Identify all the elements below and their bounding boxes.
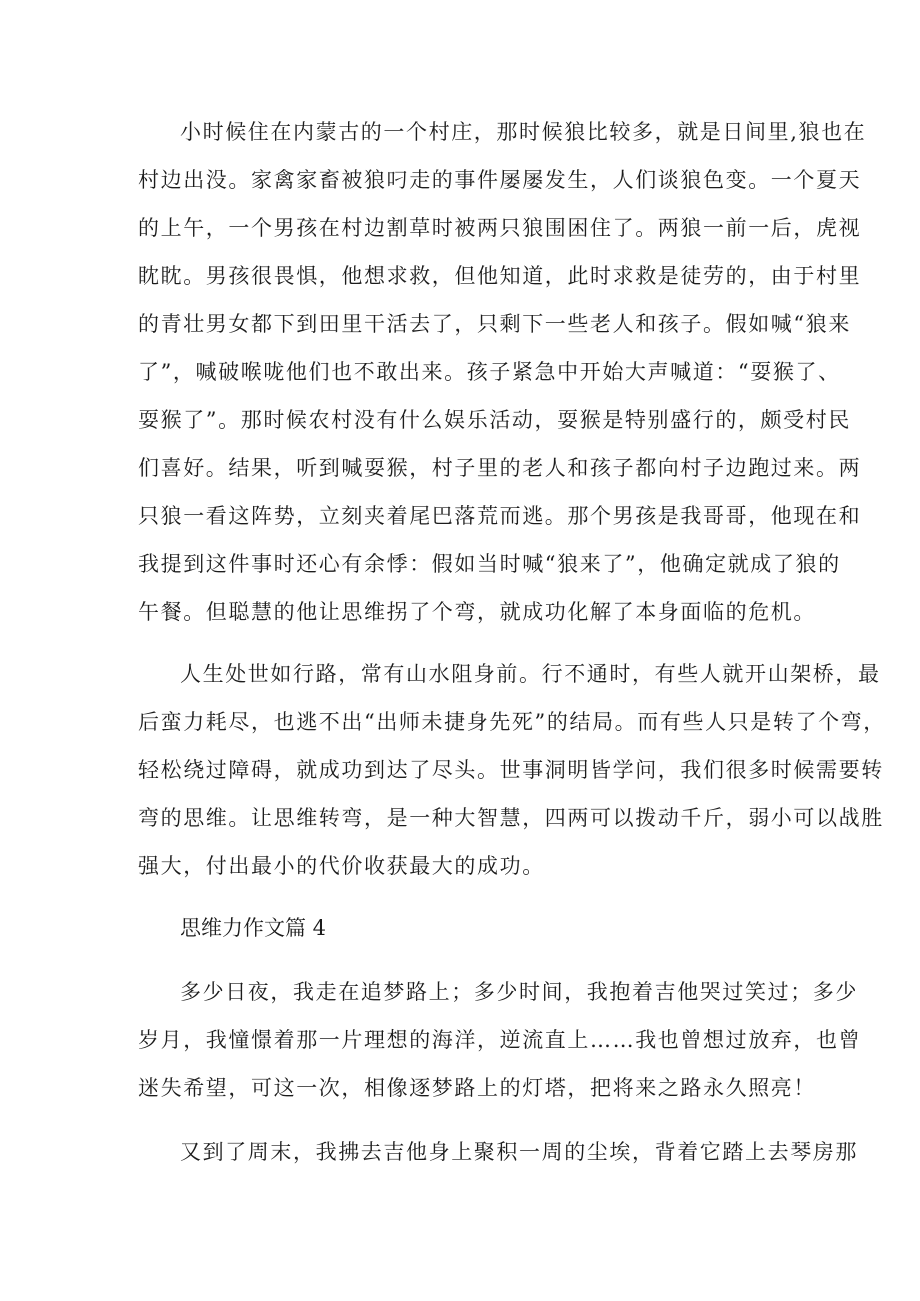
- paragraph-1-line-2: 村边出没。家禽家畜被狼叼走的事件屡屡发生，人们谈狼色变。一个夏天: [138, 168, 862, 192]
- paragraph-1-line-3: 的上午，一个男孩在村边割草时被两只狼围困住了。两狼一前一后，虎视: [138, 216, 862, 240]
- paragraph-1-line-4: 眈眈。男孩很畏惧，他想求救，但他知道，此时求救是徒劳的，由于村里: [138, 264, 862, 288]
- paragraph-1-line-9: 只狼一看这阵势，立刻夹着尾巴落荒而逃。那个男孩是我哥哥，他现在和: [138, 504, 862, 528]
- paragraph-2-line-4: 弯的思维。让思维转弯，是一种大智慧，四两可以拨动千斤，弱小可以战胜: [138, 806, 884, 830]
- paragraph-2-line-2: 后蛮力耗尽，也逃不出“出师未捷身先死”的结局。而有些人只是转了个弯，: [138, 710, 886, 734]
- paragraph-3-line-3: 迷失希望，可这一次，相像逐梦路上的灯塔，把将来之路永久照亮！: [138, 1076, 816, 1100]
- paragraph-2-line-3: 轻松绕过障碍，就成功到达了尽头。世事洞明皆学问，我们很多时候需要转: [138, 758, 884, 782]
- paragraph-1-line-7: 耍猴了”。那时候农村没有什么娱乐活动，耍猴是特别盛行的，颇受村民: [138, 408, 851, 432]
- paragraph-1-line-10: 我提到这件事时还心有余悸：假如当时喊“狼来了”，他确定就成了狼的: [138, 552, 841, 576]
- paragraph-2-line-1: 人生处世如行路，常有山水阻身前。行不通时，有些人就开山架桥，最: [180, 662, 881, 686]
- paragraph-2-line-5: 强大，付出最小的代价收获最大的成功。: [138, 854, 545, 878]
- paragraph-1-line-1: 小时候住在内蒙古的一个村庄，那时候狼比较多，就是日间里,狼也在: [180, 120, 867, 144]
- paragraph-1-line-6: 了”，喊破喉咙他们也不敢出来。孩子紧急中开始大声喊道：“耍猴了、: [138, 360, 841, 384]
- paragraph-1-line-8: 们喜好。结果，听到喊耍猴，村子里的老人和孩子都向村子边跑过来。两: [138, 456, 862, 480]
- paragraph-1-line-11: 午餐。但聪慧的他让思维拐了个弯，就成功化解了本身面临的危机。: [138, 600, 816, 624]
- paragraph-3-line-1: 多少日夜，我走在追梦路上；多少时间，我抱着吉他哭过笑过；多少: [180, 980, 858, 1004]
- section-heading: 思维力作文篇 4: [180, 916, 327, 940]
- paragraph-4-line-1: 又到了周末，我拂去吉他身上聚积一周的尘埃，背着它踏上去琴房那: [180, 1140, 858, 1164]
- paragraph-1-line-5: 的青壮男女都下到田里干活去了，只剩下一些老人和孩子。假如喊“狼来: [138, 312, 851, 336]
- paragraph-3-line-2: 岁月，我憧憬着那一片理想的海洋，逆流直上……我也曾想过放弃，也曾: [138, 1028, 862, 1052]
